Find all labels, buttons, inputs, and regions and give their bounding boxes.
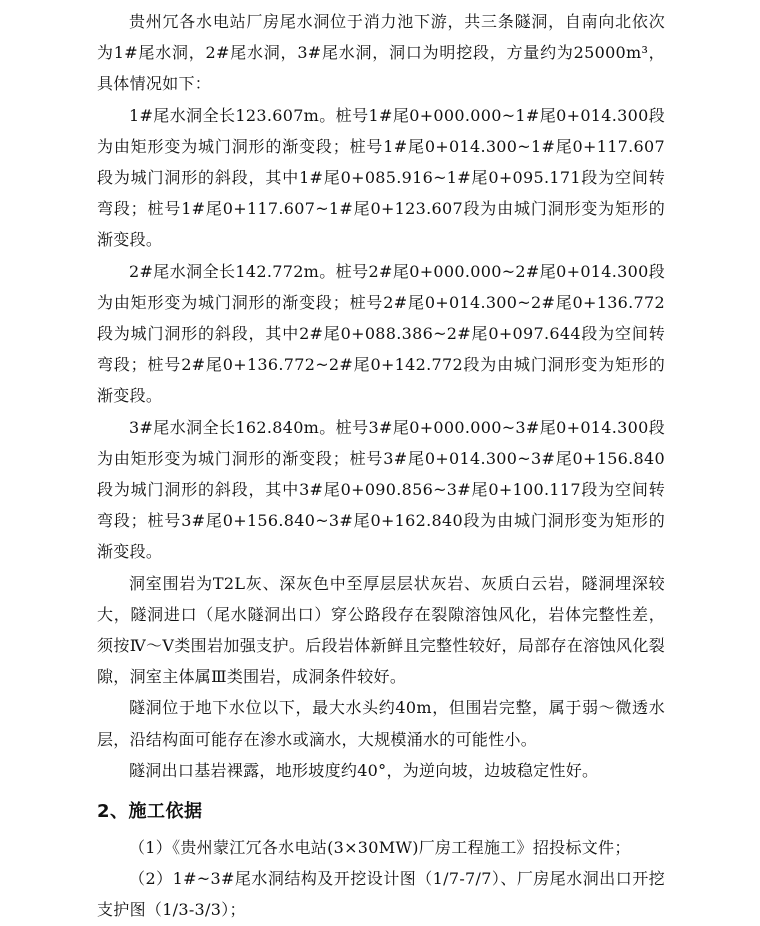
basis-item-1: （1）《贵州蒙江冗各水电站(3×30MW)厂房工程施工》招投标文件；	[129, 838, 631, 858]
intro-paragraph: 贵州冗各水电站厂房尾水洞位于消力池下游，共三条隧洞，自南向北依次为1#尾水洞，2#尾水洞，3#尾水洞，洞口为明挖段，方量约为25000m³，具体情况如下：	[97, 12, 665, 94]
surrounding-rock-paragraph: 洞室围岩为T2L灰、深灰色中至厚层层状灰岩、灰质白云岩，隧洞埋深较大，隧洞进口（尾水隧洞出口）穿公路段存在裂隙溶蚀风化，岩体完整性差，须按Ⅳ～Ⅴ类围岩加强支护。后段岩体新鲜且完整性较好，局部存在溶蚀风化裂隙，洞室主体属Ⅲ类围岩，成洞条件较好。	[97, 573, 665, 687]
groundwater-paragraph: 隧洞位于地下水位以下，最大水头约40m，但围岩完整，属于弱～微透水层，沿结构面可能存在渗水或滴水，大规模涌水的可能性小。	[97, 698, 665, 749]
section-heading: 2、施工依据	[97, 801, 203, 823]
outlet-slope-paragraph: 隧洞出口基岩裸露，地形坡度约40°，为逆向坡，边坡稳定性好。	[129, 760, 599, 780]
tunnel-1-paragraph: 1#尾水洞全长123.607m。桩号1#尾0+000.000~1#尾0+014.300段为由矩形变为城门洞形的渐变段；桩号1#尾0+014.300~1#尾0+117.607段为城门洞形的斜段，其中1#尾0+085.916~1#尾0+095.171段为空间转弯段；桩号1#尾0+117.607~1#尾0+123.607段为由城门洞形变为矩形的渐变段。	[97, 105, 665, 250]
basis-item-2: （2）1#~3#尾水洞结构及开挖设计图（1/7-7/7）、厂房尾水洞出口开挖支护图（1/3-3/3）；	[97, 869, 665, 920]
tunnel-3-paragraph: 3#尾水洞全长162.840m。桩号3#尾0+000.000~3#尾0+014.300段为由矩形变为城门洞形的渐变段；桩号3#尾0+014.300~3#尾0+156.840段为城门洞形的斜段，其中3#尾0+090.856~3#尾0+100.117段为空间转弯段；桩号3#尾0+156.840~3#尾0+162.840段为由城门洞形变为矩形的渐变段。	[97, 417, 665, 562]
document-page	[97, 6, 665, 926]
tunnel-2-paragraph: 2#尾水洞全长142.772m。桩号2#尾0+000.000~2#尾0+014.300段为由矩形变为城门洞形的渐变段；桩号2#尾0+014.300~2#尾0+136.772段为城门洞形的斜段，其中2#尾0+088.386~2#尾0+097.644段为空间转弯段；桩号2#尾0+136.772~2#尾0+142.772段为由城门洞形变为矩形的渐变段。	[97, 261, 665, 406]
